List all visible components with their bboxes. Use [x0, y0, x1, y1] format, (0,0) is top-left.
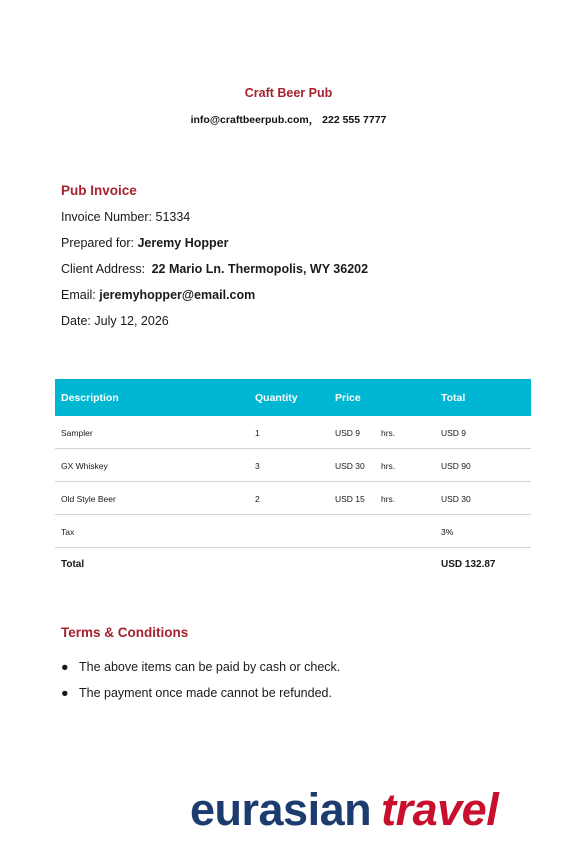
- row-description: Sampler: [61, 428, 93, 438]
- table-row: [55, 449, 531, 482]
- header-description: Description: [61, 392, 119, 404]
- terms-item-text: The payment once made cannot be refunded.: [79, 686, 332, 700]
- company-contact: info@craftbeerpub.com， 222 555 7777: [190, 114, 387, 126]
- row-unit: hrs.: [381, 428, 396, 438]
- row-quantity: 3: [255, 461, 260, 471]
- date-label: Date:: [61, 314, 91, 328]
- header-total: Total: [441, 392, 466, 404]
- terms-item: [61, 686, 332, 700]
- bullet-icon: ●: [61, 686, 69, 700]
- row-quantity: 2: [255, 494, 260, 504]
- invoice-table: [55, 379, 531, 582]
- date-line: [61, 314, 169, 328]
- invoice-number-line: [61, 210, 190, 224]
- email-label: Email:: [61, 288, 96, 302]
- terms-item-text: The above items can be paid by cash or check.: [79, 660, 341, 674]
- invoice-number-value: 51334: [155, 210, 191, 224]
- row-total: USD 90: [441, 461, 471, 471]
- tax-row: [55, 515, 531, 548]
- email-value: jeremyhopper@email.com: [99, 288, 256, 302]
- row-unit: hrs.: [381, 494, 396, 504]
- prepared-for-line: [61, 236, 228, 250]
- row-price: USD 15: [335, 494, 365, 504]
- eurasian-travel-logo: [190, 784, 498, 836]
- prepared-for-label: Prepared for:: [61, 236, 134, 250]
- row-price: USD 30: [335, 461, 365, 471]
- client-address-line: [61, 262, 368, 276]
- bullet-icon: ●: [61, 660, 69, 674]
- table-row: [55, 416, 531, 449]
- invoice-heading: Pub Invoice: [61, 183, 137, 198]
- tax-label: Tax: [61, 527, 75, 537]
- table-header: [55, 379, 531, 416]
- row-unit: hrs.: [381, 461, 396, 471]
- terms-item: [61, 660, 340, 674]
- total-label: Total: [61, 559, 85, 570]
- row-price: USD 9: [335, 428, 361, 438]
- logo-word-travel: travel: [381, 784, 499, 835]
- date-value: July 12, 2026: [94, 314, 169, 328]
- logo-word-eurasian: eurasian: [190, 784, 372, 835]
- row-description: Old Style Beer: [61, 494, 116, 504]
- row-total: USD 30: [441, 494, 471, 504]
- total-row: [55, 548, 531, 582]
- client-address-label: Client Address:: [61, 262, 146, 276]
- row-quantity: 1: [255, 428, 260, 438]
- invoice-number-label: Invoice Number:: [61, 210, 153, 224]
- client-address-value: 22 Mario Ln. Thermopolis, WY 36202: [151, 262, 369, 276]
- terms-heading: Terms & Conditions: [61, 625, 189, 640]
- total-value: USD 132.87: [441, 559, 496, 570]
- prepared-for-value: Jeremy Hopper: [137, 236, 229, 250]
- header-quantity: Quantity: [255, 392, 298, 404]
- row-description: GX Whiskey: [61, 461, 108, 471]
- tax-value: 3%: [441, 527, 454, 537]
- email-line: [61, 288, 255, 302]
- row-total: USD 9: [441, 428, 467, 438]
- header-price: Price: [335, 392, 361, 404]
- table-row: [55, 482, 531, 515]
- company-name: Craft Beer Pub: [244, 86, 333, 100]
